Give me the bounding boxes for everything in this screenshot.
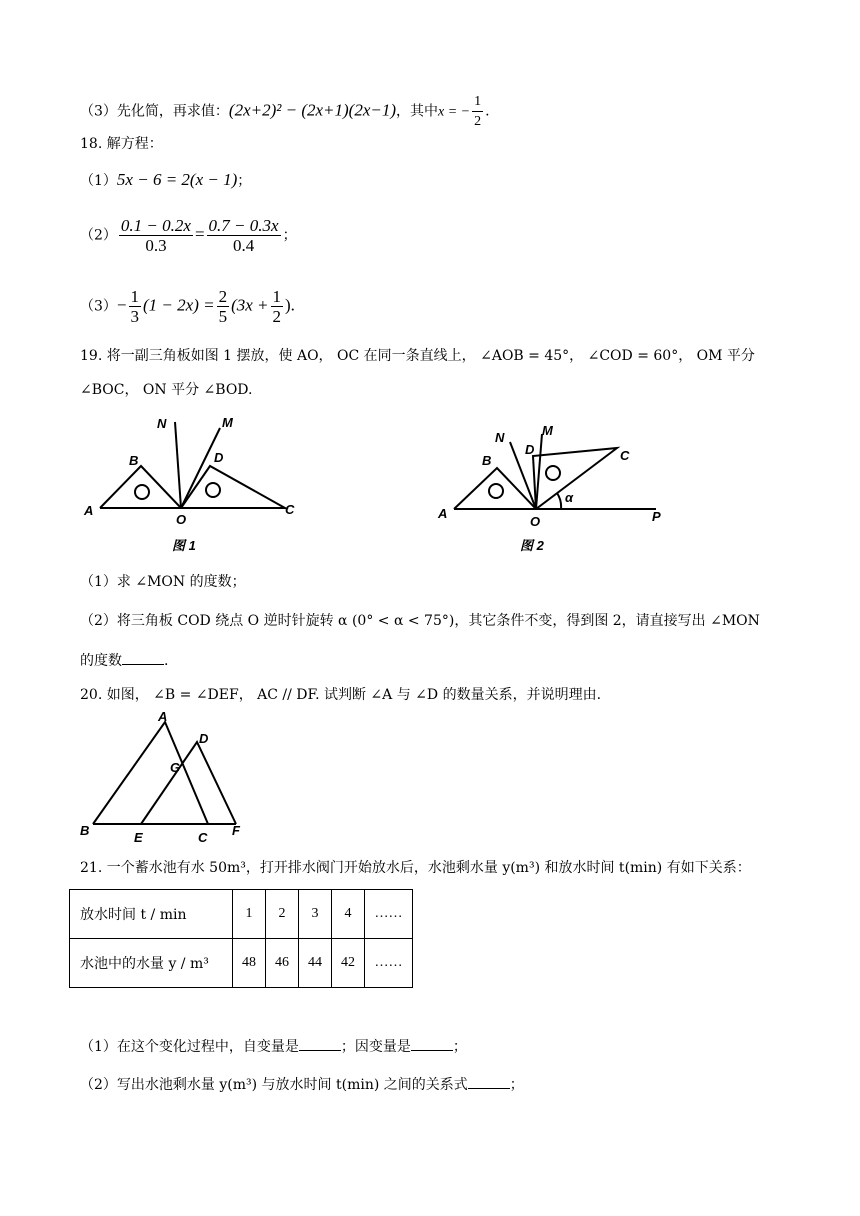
- q21-part1-text-b: ；因变量是: [340, 1039, 411, 1055]
- q18-part2-left-fraction: [119, 216, 193, 255]
- q21-part1: [80, 1036, 467, 1057]
- q18-part3-label: （3）: [80, 298, 117, 315]
- table-cell: 1: [233, 890, 266, 939]
- q19-part1: （1）求 ∠MON 的度数；: [80, 574, 246, 590]
- q21-part2-text-a: （2）写出水池剩水量 y(m³) 与放水时间 t(min) 之间的关系式: [80, 1077, 468, 1093]
- q21-table: [69, 889, 413, 988]
- fig2-label-d: D: [525, 442, 535, 457]
- q19-figure-1: [80, 410, 310, 558]
- frac-numerator: 1: [472, 92, 483, 112]
- fig1-caption: 图 1: [172, 538, 196, 553]
- fig2-label-c: C: [620, 448, 630, 463]
- table-cell-ellipsis: ……: [365, 890, 413, 939]
- fig2-label-b: B: [482, 453, 492, 468]
- q18-part1-equation: 5x − 6 = 2(x − 1): [116, 170, 238, 189]
- minus-sign: −: [116, 295, 127, 315]
- fig2-label-alpha: α: [565, 490, 574, 505]
- q21-part2: [80, 1074, 524, 1095]
- q19-line1: 19. 将一副三角板如图 1 摆放，使 AO， OC 在同一条直线上， ∠AOB = 45°， ∠COD = 60°， OM 平分: [80, 348, 755, 364]
- q19-part2-cont-end: .: [164, 653, 169, 669]
- frac-numerator: 1: [130, 287, 140, 306]
- fig2-label-n: N: [495, 430, 505, 445]
- q21-part2-text-b: ；: [509, 1077, 524, 1093]
- q18-part3-fraction-3: [271, 287, 284, 326]
- q20-label-a: A: [158, 709, 168, 724]
- frac-numerator: 2: [218, 287, 228, 306]
- equals-sign: =: [194, 224, 205, 244]
- fig2-label-p: P: [652, 509, 661, 524]
- q20-figure: [76, 708, 256, 846]
- q21-part1-text-c: ；: [452, 1039, 467, 1055]
- q21-part1-text-a: （1）在这个变化过程中，自变量是: [80, 1039, 299, 1055]
- q18-part3: [80, 287, 295, 326]
- q17-part3-text: 先化简，再求值：: [116, 103, 229, 120]
- q19-part2-cont-text: 的度数: [80, 653, 122, 669]
- q20-label-c: C: [198, 830, 208, 845]
- q18-part2-right-fraction: [207, 216, 281, 255]
- fig1-label-o: O: [176, 512, 187, 527]
- table-cell: 3: [299, 890, 332, 939]
- table-cell: 4: [332, 890, 365, 939]
- table-cell: 42: [332, 939, 365, 988]
- q17-condition-fraction: [472, 92, 483, 131]
- q19-figure-2: [436, 418, 676, 558]
- fig2-caption: 图 2: [520, 538, 544, 553]
- frac-denominator: 3: [130, 307, 140, 326]
- answer-blank[interactable]: [411, 1036, 453, 1051]
- table-cell-ellipsis: ……: [365, 939, 413, 988]
- q18-part3-fraction-2: [217, 287, 230, 326]
- frac-denominator: 2: [272, 307, 282, 326]
- q18-part3-open: (3x +: [231, 295, 269, 315]
- q18-part1: [80, 170, 251, 191]
- table-row: [70, 939, 413, 988]
- q17-condition-text: ，其中: [396, 103, 439, 120]
- table-cell: 46: [266, 939, 299, 988]
- table-cell: 44: [299, 939, 332, 988]
- q18-part3-fraction-1: [129, 287, 142, 326]
- q18-part2-end: ；: [282, 227, 297, 244]
- frac-numerator: 1: [272, 287, 282, 306]
- fig1-label-c: C: [285, 502, 295, 517]
- q18-title: 18. 解方程：: [80, 136, 163, 152]
- fig1-label-m: M: [222, 415, 233, 430]
- q19-part2: （2）将三角板 COD 绕点 O 逆时针旋转 α (0° < α < 75°)，其它条件不变，得到图 2，请直接写出 ∠MON: [80, 613, 760, 629]
- q20-text: 20. 如图， ∠B = ∠DEF， AC // DF. 试判断 ∠A 与 ∠D 的数量关系，并说明理由.: [80, 687, 602, 703]
- fig2-label-o: O: [530, 514, 541, 529]
- fig1-label-n: N: [157, 416, 167, 431]
- q17-part3: [80, 92, 490, 131]
- fig1-label-d: D: [214, 450, 224, 465]
- q17-condition-lhs: x = −: [438, 104, 471, 120]
- table-row: [70, 890, 413, 939]
- q18-part2-label: （2）: [80, 227, 117, 244]
- frac-numerator: 0.7 − 0.3x: [208, 216, 279, 235]
- table-cell: 2: [266, 890, 299, 939]
- fig1-label-a: A: [84, 503, 94, 518]
- table-header-volume: 水池中的水量 y / m³: [70, 939, 233, 988]
- q20-drawing: [76, 708, 256, 846]
- fig2-label-m: M: [542, 423, 553, 438]
- table-header-time: 放水时间 t / min: [70, 890, 233, 939]
- answer-blank[interactable]: [299, 1036, 341, 1051]
- frac-denominator: 2: [474, 114, 482, 129]
- frac-numerator: 0.1 − 0.2x: [120, 216, 191, 235]
- q18-part3-middle: (1 − 2x) =: [143, 295, 215, 315]
- q20-label-g: G: [170, 760, 181, 775]
- q19-line2: ∠BOC， ON 平分 ∠BOD.: [80, 382, 253, 398]
- answer-blank[interactable]: [122, 650, 164, 665]
- q21-text: 21. 一个蓄水池有水 50m³，打开排水阀门开始放水后，水池剩水量 y(m³) 和放水时间 t(min) 有如下关系：: [80, 860, 751, 876]
- q17-expression: (2x+2)² − (2x+1)(2x−1): [228, 100, 397, 120]
- q20-label-e: E: [134, 830, 143, 845]
- table-cell: 48: [233, 939, 266, 988]
- q18-part1-label: （1）: [80, 173, 117, 189]
- figure-2-drawing: [436, 418, 676, 558]
- q17-end: .: [485, 103, 490, 120]
- q20-label-d: D: [199, 731, 209, 746]
- q20-label-b: B: [80, 823, 90, 838]
- q18-part3-close: ).: [285, 295, 295, 315]
- frac-denominator: 0.4: [232, 236, 255, 255]
- frac-denominator: 0.3: [145, 236, 167, 255]
- q19-part2-cont: [80, 650, 168, 671]
- answer-blank[interactable]: [468, 1074, 510, 1089]
- figure-1-drawing: [80, 410, 310, 558]
- q20-label-f: F: [232, 823, 240, 838]
- frac-denominator: 5: [218, 307, 228, 326]
- fig1-label-b: B: [129, 453, 139, 468]
- q18-part2: [80, 216, 297, 255]
- fig2-label-a: A: [438, 506, 448, 521]
- q17-part3-label: （3）: [80, 103, 117, 120]
- q18-part1-end: ；: [237, 173, 252, 189]
